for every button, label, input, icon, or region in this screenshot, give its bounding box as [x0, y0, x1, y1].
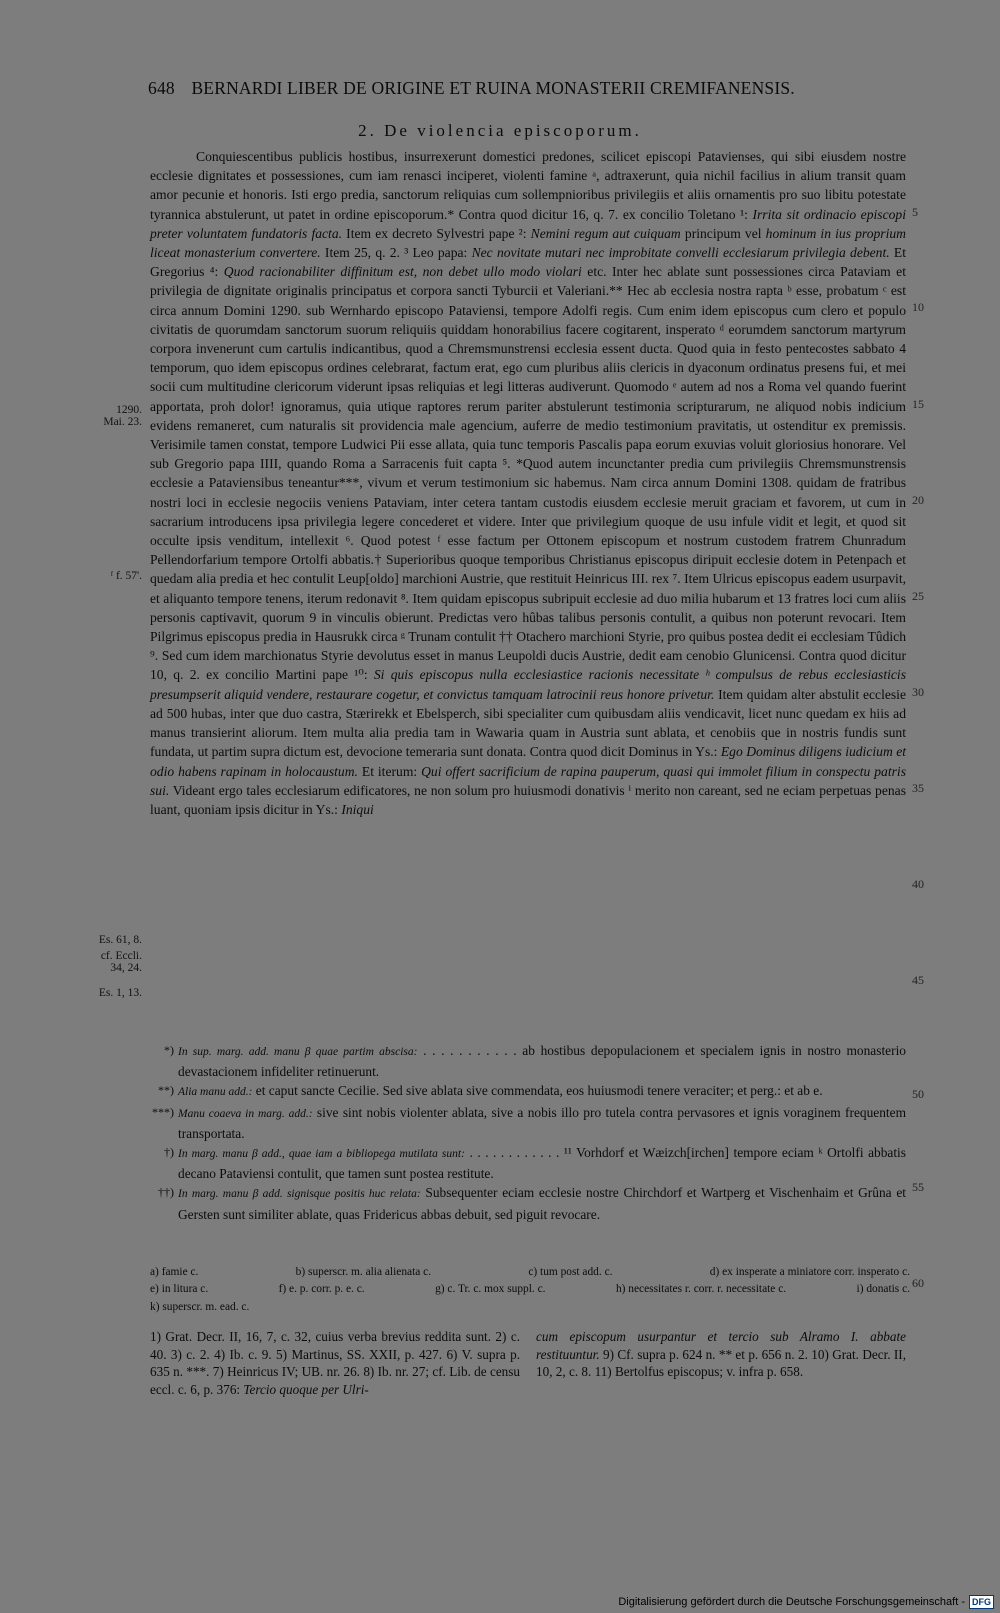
apparatus-entry: i) donatis c. — [856, 1283, 910, 1296]
margin-date: 1290. Mai. 23. — [103, 404, 142, 428]
running-title: BERNARDI LIBER DE ORIGINE ET RUINA MONASTERII CREMIFANENSIS. — [191, 78, 795, 98]
body-text: Videant ergo tales ecclesiarum edificatores, ne non solum pro huiusmodi donativis ⁱ merito non careant, sed ne eciam perpetuas penas luant, quoniam ipsis dicitur in Ys.: — [150, 782, 906, 817]
references-quote: cum episcopum usurpantur et tercio sub Alramo I. abbate restituuntur. — [536, 1329, 906, 1362]
dfg-logo-icon: DFG — [969, 1595, 994, 1609]
apparatus-entry: g) c. Tr. c. mox suppl. c. — [435, 1283, 546, 1296]
body-quote: Nec novitate mutari nec improbitate convelli ecclesiarum privilegia debent. — [471, 245, 890, 261]
footnotes — [152, 1041, 906, 1224]
footnote-intro: In marg. manu β add. signisque positis huc relata: — [178, 1188, 421, 1201]
section-title: 2. De violencia episcoporum. — [358, 121, 642, 140]
footnote — [158, 1081, 906, 1102]
body-text: Item 25, q. 2. ³ Leo papa: — [320, 245, 472, 261]
line-number: 25 — [912, 589, 924, 603]
references-quote: Tercio quoque per Ulri- — [240, 1381, 369, 1397]
line-number: 50 — [912, 1087, 924, 1101]
references-right — [536, 1328, 906, 1398]
body-text: Et Gregorius ⁴: — [150, 245, 906, 280]
body-text: Item ex decreto Sylvestri pape ²: — [342, 225, 531, 241]
body-quote: Si quis episcopus nulla ecclesiastice racionis necessitate ʰ compulsus de rebus ecclesiasticis presumpserit aliquid vendere, restaurare cogetur, et convictus tamquam latrocinii reus honore privetur. — [150, 667, 906, 702]
body-quote: Ego Dominus diligens iudicium et odio habens rapinam in holocaustum. — [150, 744, 907, 779]
footnote-mark: **) — [158, 1083, 174, 1098]
critical-apparatus — [150, 1264, 910, 1316]
body-quote: Nemini regum aut cuiquam — [530, 225, 681, 241]
line-number: 15 — [912, 397, 924, 411]
apparatus-row — [150, 1299, 910, 1316]
apparatus-entry: a) famie c. — [150, 1266, 199, 1278]
apparatus-row — [150, 1264, 910, 1281]
apparatus-entry: e) in litura c. — [150, 1283, 209, 1296]
line-number: 30 — [912, 685, 924, 699]
funding-footer — [618, 1595, 994, 1609]
footnote-text: Subsequenter eciam ecclesie nostre Chirchdorf et Wartperg et Vischenhaim et Grûna et Gersten sunt similiter ablate, quas Fridericus abbas debuit, sed piguit revocare. — [178, 1185, 906, 1222]
line-number: 60 — [912, 1276, 924, 1290]
footnote-mark: †) — [164, 1145, 174, 1160]
footnote-text: et caput sancte Cecilie. Sed sive ablata sive commendata, eos huiusmodi tenere veraciter; et perg.: et ab e. — [252, 1083, 823, 1099]
apparatus-entry: b) superscr. m. alia alienata c. — [295, 1266, 432, 1278]
margin-citation: Es. 61, 8. — [98, 934, 142, 946]
footnote — [164, 1041, 906, 1081]
line-number: 40 — [912, 877, 924, 891]
apparatus-entry: h) necessitates r. corr. r. necessitate c. — [615, 1283, 787, 1296]
body-text: Conquiescentibus publicis hostibus, insurrexerunt domestici predones, scilicet episcopi Patavienses, qui sibi eiusdem nostre ecclesie dignitates et possessiones, cum iam renasci inciperet, violenti famine ᵃ, adtraxerunt, quia nichil facilius in alium transit quam amor pecunie et honoris. Isti ergo predia, sanctorum reliquias cum sollempnioribus privilegiis et aliis ornamentis pro suo libitu potestate tyrannica abstulerunt, ut patet in ordine episcoporum.* Contra quod dicitur 16, q. 7. ex concilio Toletano ¹: — [150, 149, 906, 222]
references-text: 1) Grat. Decr. II, 16, 7, c. 32, cuius verba brevius reddita sunt. 2) c. 40. 3) c. 2. 4) Ib. c. 9. 5) Martinus, SS. XXII, p. 427. 6) V. supra p. 635 n. ***. 7) Heinricus IV; UB. nr. 26. 8) Ib. nr. 27; cf. Lib. de censu eccl. c. 6, p. 376: — [150, 1329, 520, 1397]
references-left — [150, 1328, 520, 1398]
source-references — [150, 1328, 906, 1398]
line-number: 5 — [912, 205, 918, 219]
footnote-intro: Alia manu add.: — [178, 1086, 253, 1099]
apparatus-entry: c) tum post add. c. — [528, 1266, 613, 1278]
body-text: Et iterum: — [357, 763, 422, 779]
line-number: 35 — [912, 781, 924, 795]
body-quote: hominum in ius proprium liceat monasterium convertere. — [150, 225, 906, 261]
footnote-text: sive sint nobis violenter ablata, sive a nobis illo pro tutela contra pervasores et ignis voraginem frequentem transportata. — [178, 1104, 906, 1141]
footnote-intro: Manu coaeva in marg. add.: — [178, 1107, 313, 1120]
footnote-intro: In sup. marg. add. manu β quae partim abscisa: — [178, 1046, 418, 1058]
body-quote: Qui offert sacrificium de rapina pauperum, quasi qui immolet filium in conspectu patris sui. — [150, 763, 906, 798]
main-text — [150, 147, 906, 819]
footnote-text: . . . . . . . . . . . . ¹¹ Vorhdorf et Wæizch[irchen] tempore eciam ᵏ Ortolfi abbatis decano Pataviensi contulit, que tamen sunt postea restitute. — [178, 1145, 906, 1182]
line-number: 55 — [912, 1180, 924, 1194]
references-text: 9) Cf. supra p. 624 n. ** et p. 656 n. 2. 10) Grat. Decr. II, 10, 2, c. 8. 11) Bertolfus episcopus; v. infra p. 658. — [536, 1346, 906, 1380]
footnote — [152, 1103, 906, 1143]
margin-folio: ᶠ f. 57'. — [110, 570, 142, 582]
footnote-intro: In marg. manu β add., quae iam a bibliopega mutilata sunt: — [178, 1148, 465, 1161]
apparatus-entry: f) e. p. corr. p. e. c. — [278, 1283, 365, 1296]
margin-citation: cf. Eccli. 34, 24. — [100, 950, 142, 974]
body-text: etc. Inter hec ablate sunt possessiones circa Pataviam et privilegia de dignitate originalis principatus et corpora sancti Tyburcii et Valeriani.** Hec ab ecclesia nostra rapta ᵇ esse, probatum ᶜ est circa annum Domini 1290. sub Wernhardo episcopo Pataviensi, tempore Adolfi regis. Cum enim idem episcopus cum clero et populo civitatis de quorumdam sanctorum suorum reliquiis quiddam honorabilius facere cogitarent, insperato ᵈ eorumdem sanctorum martyrum corpora invenerunt cum cartulis indicantibus, quod a Chremsmunstrensi ecclesia essent ducta. Quod quia in festo pentecostes sabbato 4 temporum, quo idem episcopus ordines celebrarat, factum erat, ego cum pluribus aliis clericis in dyaconum ordinatus presens fui, et mei socii cum multitudine clericorum viderunt ipsas reliquias et legi litteras audiverunt. Quomodo ᵉ autem ad nos a Roma vel quando fuerint apportata, proh dolor! ignoramus, quia utique raptores rerum pariter abstulerunt testimonia scripturarum, ne aliquod nobis indicium evidens remaneret, cum naturalis sit providencia male agencium, auferre de medio testimonium pravitatis, ut ostenditur ex premissis. Verisimile tamen constat, tempore Ludwici Pii esse allata, quia tunc temporis Pascalis papa eorum exuvias voluit gloriosius honorare. Vel sub Gregorio papa IIII, quando Roma a Sarracenis fuit capta ⁵. *Quod autem incunctanter predia cum privilegiis Chremsmunstrensis ecclesie a Pataviensibus teneantur***, vivum et verum testimonium sic habemus. Nam circa annum Domini 1308. quidam de fratribus nostri loci in ecclesie negociis veniens Pataviam, inter cetera tantam custodis eiusdem ecclesie meruit graciam et favorem, ut cum in sacrarium introducens ipsa privilegia legere concederet et videre. Inter que privilegium quoque de usu infule vidit et legit, et quod sit occulte ipsis venditum, intellexit ⁶. Quod potest ᶠ esse factum per Ottonem episcopum et nostrum custodem fratrem Chunradum Pellendorfarium tempore Ortolfi abbatis.† Superioribus quoque temporibus Christianus episcopus diripuit ecclesie dotem in Petenpach et quedam alia predia et hec contulit Leup[oldo] marchioni Austrie, que restituit Heinricus III. rex ⁷. Item Ulricus episcopus eadem usurpavit, et aliquanto tempore tenens, iterum redonavit ⁸. Item quidam episcopus subripuit ecclesie ad duo milia hubarum et 13 fratres loci cum aliis personis captivavit, quorum 9 in vinculis obierunt. Predictas vero hûbas talibus personis contulit, a quibus non poterunt revocari. Item Pilgrimus episcopus predia in Hausrukk circa ᵍ Trunam contulit †† Otachero marchioni Styrie, pro quibus postea dedit ei ecclesiam Tûdich ⁹. Sed cum idem marchionatus Styrie devolutus esset in manus Leupoldi ducis Austrie, dedit eam cenobio Glunicensi. Contra quod dicitur 10, q. 2. ex concilio Martini pape ¹⁰: — [150, 264, 906, 683]
line-number: 10 — [912, 300, 924, 314]
page-number: 648 — [148, 78, 175, 98]
body-quote: Iniqui — [341, 801, 374, 817]
footer-text: Digitalisierung gefördert durch die Deutsche Forschungsgemeinschaft - — [618, 1596, 965, 1608]
footnote-text: . . . . . . . . . . . ab hostibus depopulacionem et specialem ignis in nostro monasterio devastacionem infideliter retinuerunt. — [178, 1043, 906, 1080]
footnote — [158, 1183, 906, 1223]
apparatus-entry: k) superscr. m. ead. c. — [150, 1300, 250, 1313]
running-header — [148, 78, 868, 99]
margin-citation: Es. 1, 13. — [98, 987, 142, 999]
body-text: Item quidam alter abstulit ecclesie ad 500 hubas, inter que duo castra, Stærirekk et Ebelsperch, sibi specialiter cum quibusdam aliis vendicavit, licet nunc quedam ex hiis ad manus transierint aliorum. Item multa alia predia tam in Wawaria quam in Austria sunt ablata, et cenobiis que in nostris fundis sunt fundata, ut partim supra dictum est, devocione temeraria sunt donata. Contra quod dicit Dominus in Ys.: — [150, 686, 906, 760]
footnote — [164, 1143, 906, 1183]
footnote-mark: ***) — [152, 1104, 174, 1119]
body-quote: Quod racionabiliter diffinitum est, non debet ullo modo violari — [223, 264, 582, 280]
line-number: 20 — [912, 493, 924, 507]
footnote-mark: *) — [164, 1043, 174, 1057]
apparatus-row — [150, 1281, 910, 1298]
line-number: 45 — [912, 973, 924, 987]
body-quote: Irrita sit ordinacio episcopi preter voluntatem fundatoris facta. — [150, 206, 906, 241]
apparatus-entry: d) ex insperate a miniatore corr. insperato c. — [709, 1266, 910, 1278]
body-text: principum vel — [680, 225, 766, 241]
footnote-mark: ††) — [158, 1185, 174, 1200]
body-paragraph — [150, 147, 906, 819]
